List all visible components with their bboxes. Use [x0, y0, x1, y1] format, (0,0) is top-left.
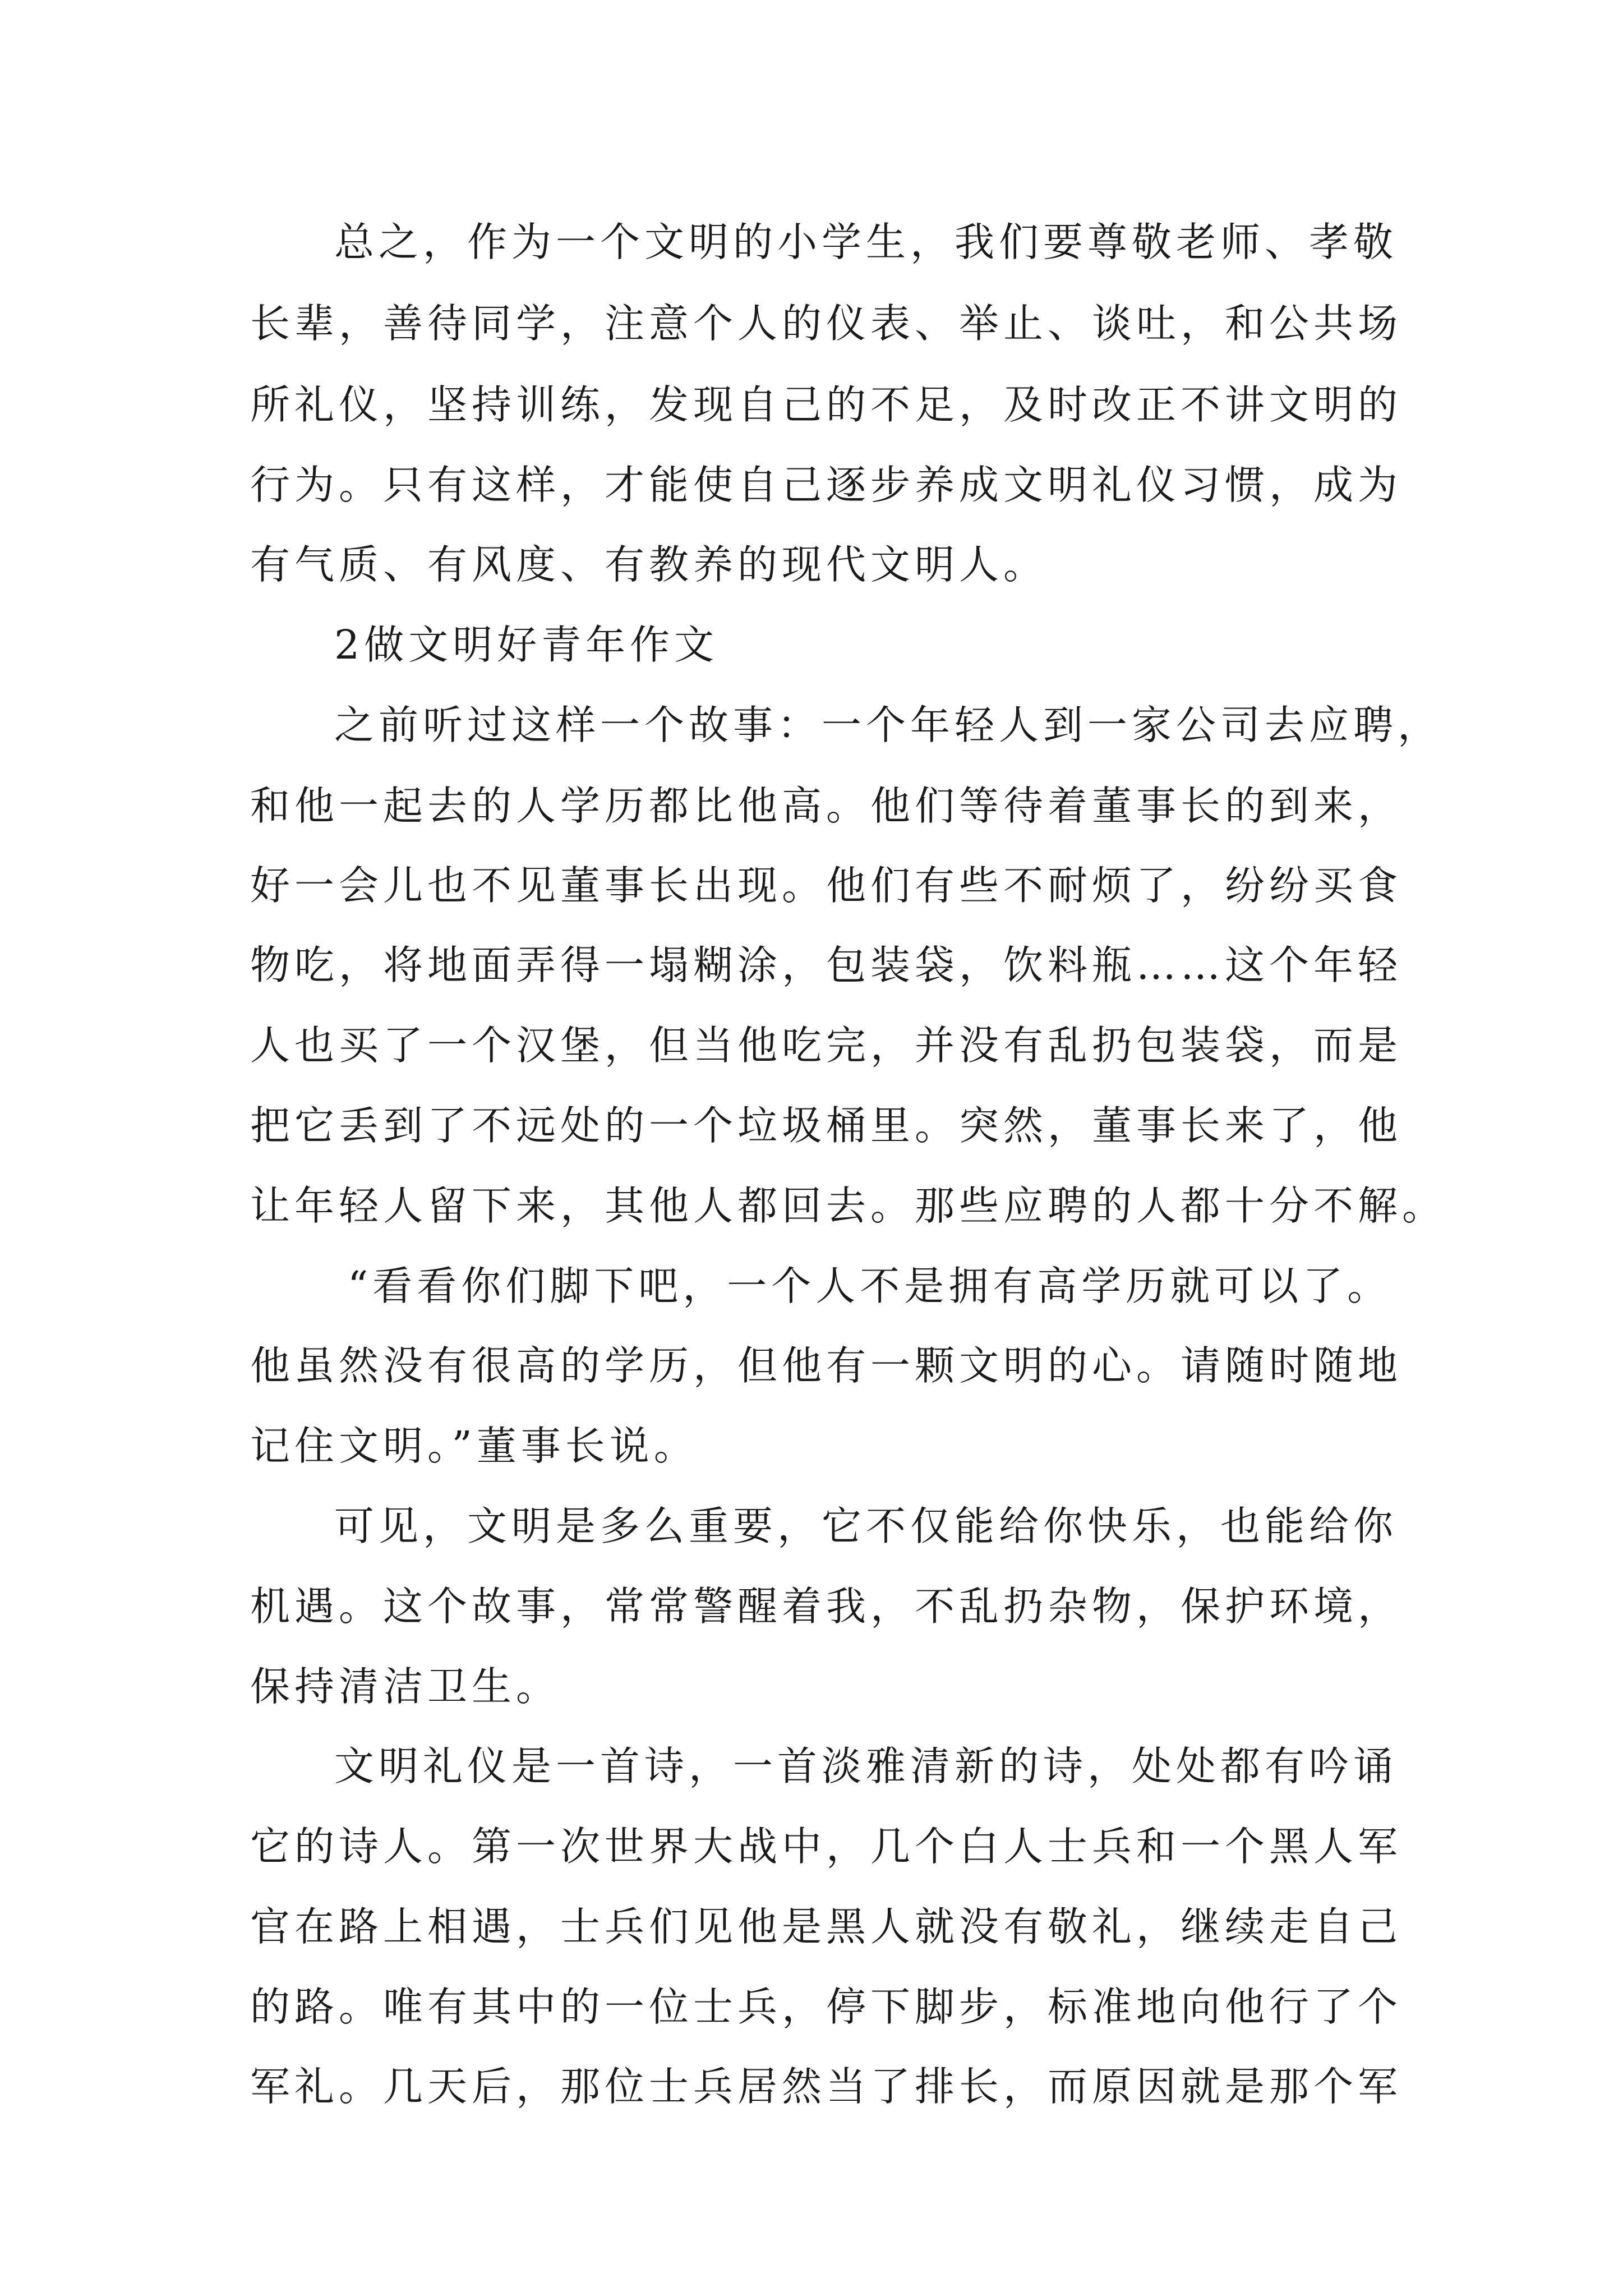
text-line: 好一会儿也不见董事长出现。他们有些不耐烦了，纷纷买食	[250, 862, 1403, 909]
text-line: 文明礼仪是一首诗，一首淡雅清新的诗，处处都有吟诵	[334, 1743, 1398, 1789]
text-line: “看看你们脚下吧，一个人不是拥有高学历就可以了。	[348, 1263, 1392, 1309]
text-line: 长辈，善待同学，注意个人的仪表、举止、谈吐，和公共场	[250, 300, 1403, 347]
text-line: 行为。只有这样，才能使自己逐步养成文明礼仪习惯，成为	[250, 462, 1403, 508]
text-line: 物吃，将地面弄得一塌糊涂，包装袋，饮料瓶……这个年轻	[250, 942, 1403, 988]
text-line: 记住文明。”董事长说。	[250, 1423, 698, 1469]
text-line: 保持清洁卫生。	[250, 1663, 561, 1710]
text-line: 人也买了一个汉堡，但当他吃完，并没有乱扔包装袋，而是	[250, 1022, 1403, 1069]
text-line: 的路。唯有其中的一位士兵，停下脚步，标准地向他行了个	[250, 1984, 1403, 2030]
text-line: 和他一起去的人学历都比他高。他们等待着董事长的到来，	[250, 783, 1403, 829]
text-line: 把它丢到了不远处的一个垃圾桶里。突然，董事长来了，他	[250, 1102, 1403, 1149]
text-line: 有气质、有风度、有教养的现代文明人。	[250, 541, 1048, 588]
section-heading: 2做文明好青年作文	[334, 622, 719, 668]
text-line: 他虽然没有很高的学历，但他有一颗文明的心。请随时随地	[250, 1342, 1403, 1389]
text-line: 官在路上相遇，士兵们见他是黑人就没有敬礼，继续走自己	[250, 1903, 1403, 1950]
text-line: 之前听过这样一个故事：一个年轻人到一家公司去应聘，	[334, 702, 1442, 748]
text-line: 机遇。这个故事，常常警醒着我，不乱扔杂物，保护环境，	[250, 1583, 1403, 1630]
text-line: 所礼仪，坚持训练，发现自己的不足，及时改正不讲文明的	[250, 381, 1403, 428]
text-line: 军礼。几天后，那位士兵居然当了排长，而原因就是那个军	[250, 2063, 1403, 2110]
text-line: 可见，文明是多么重要，它不仅能给你快乐，也能给你	[334, 1503, 1398, 1549]
text-line: 总之，作为一个文明的小学生，我们要尊敬老师、孝敬	[334, 219, 1398, 265]
text-line: 它的诗人。第一次世界大战中，几个白人士兵和一个黑人军	[250, 1823, 1403, 1870]
text-line: 让年轻人留下来，其他人都回去。那些应聘的人都十分不解。	[250, 1182, 1447, 1229]
